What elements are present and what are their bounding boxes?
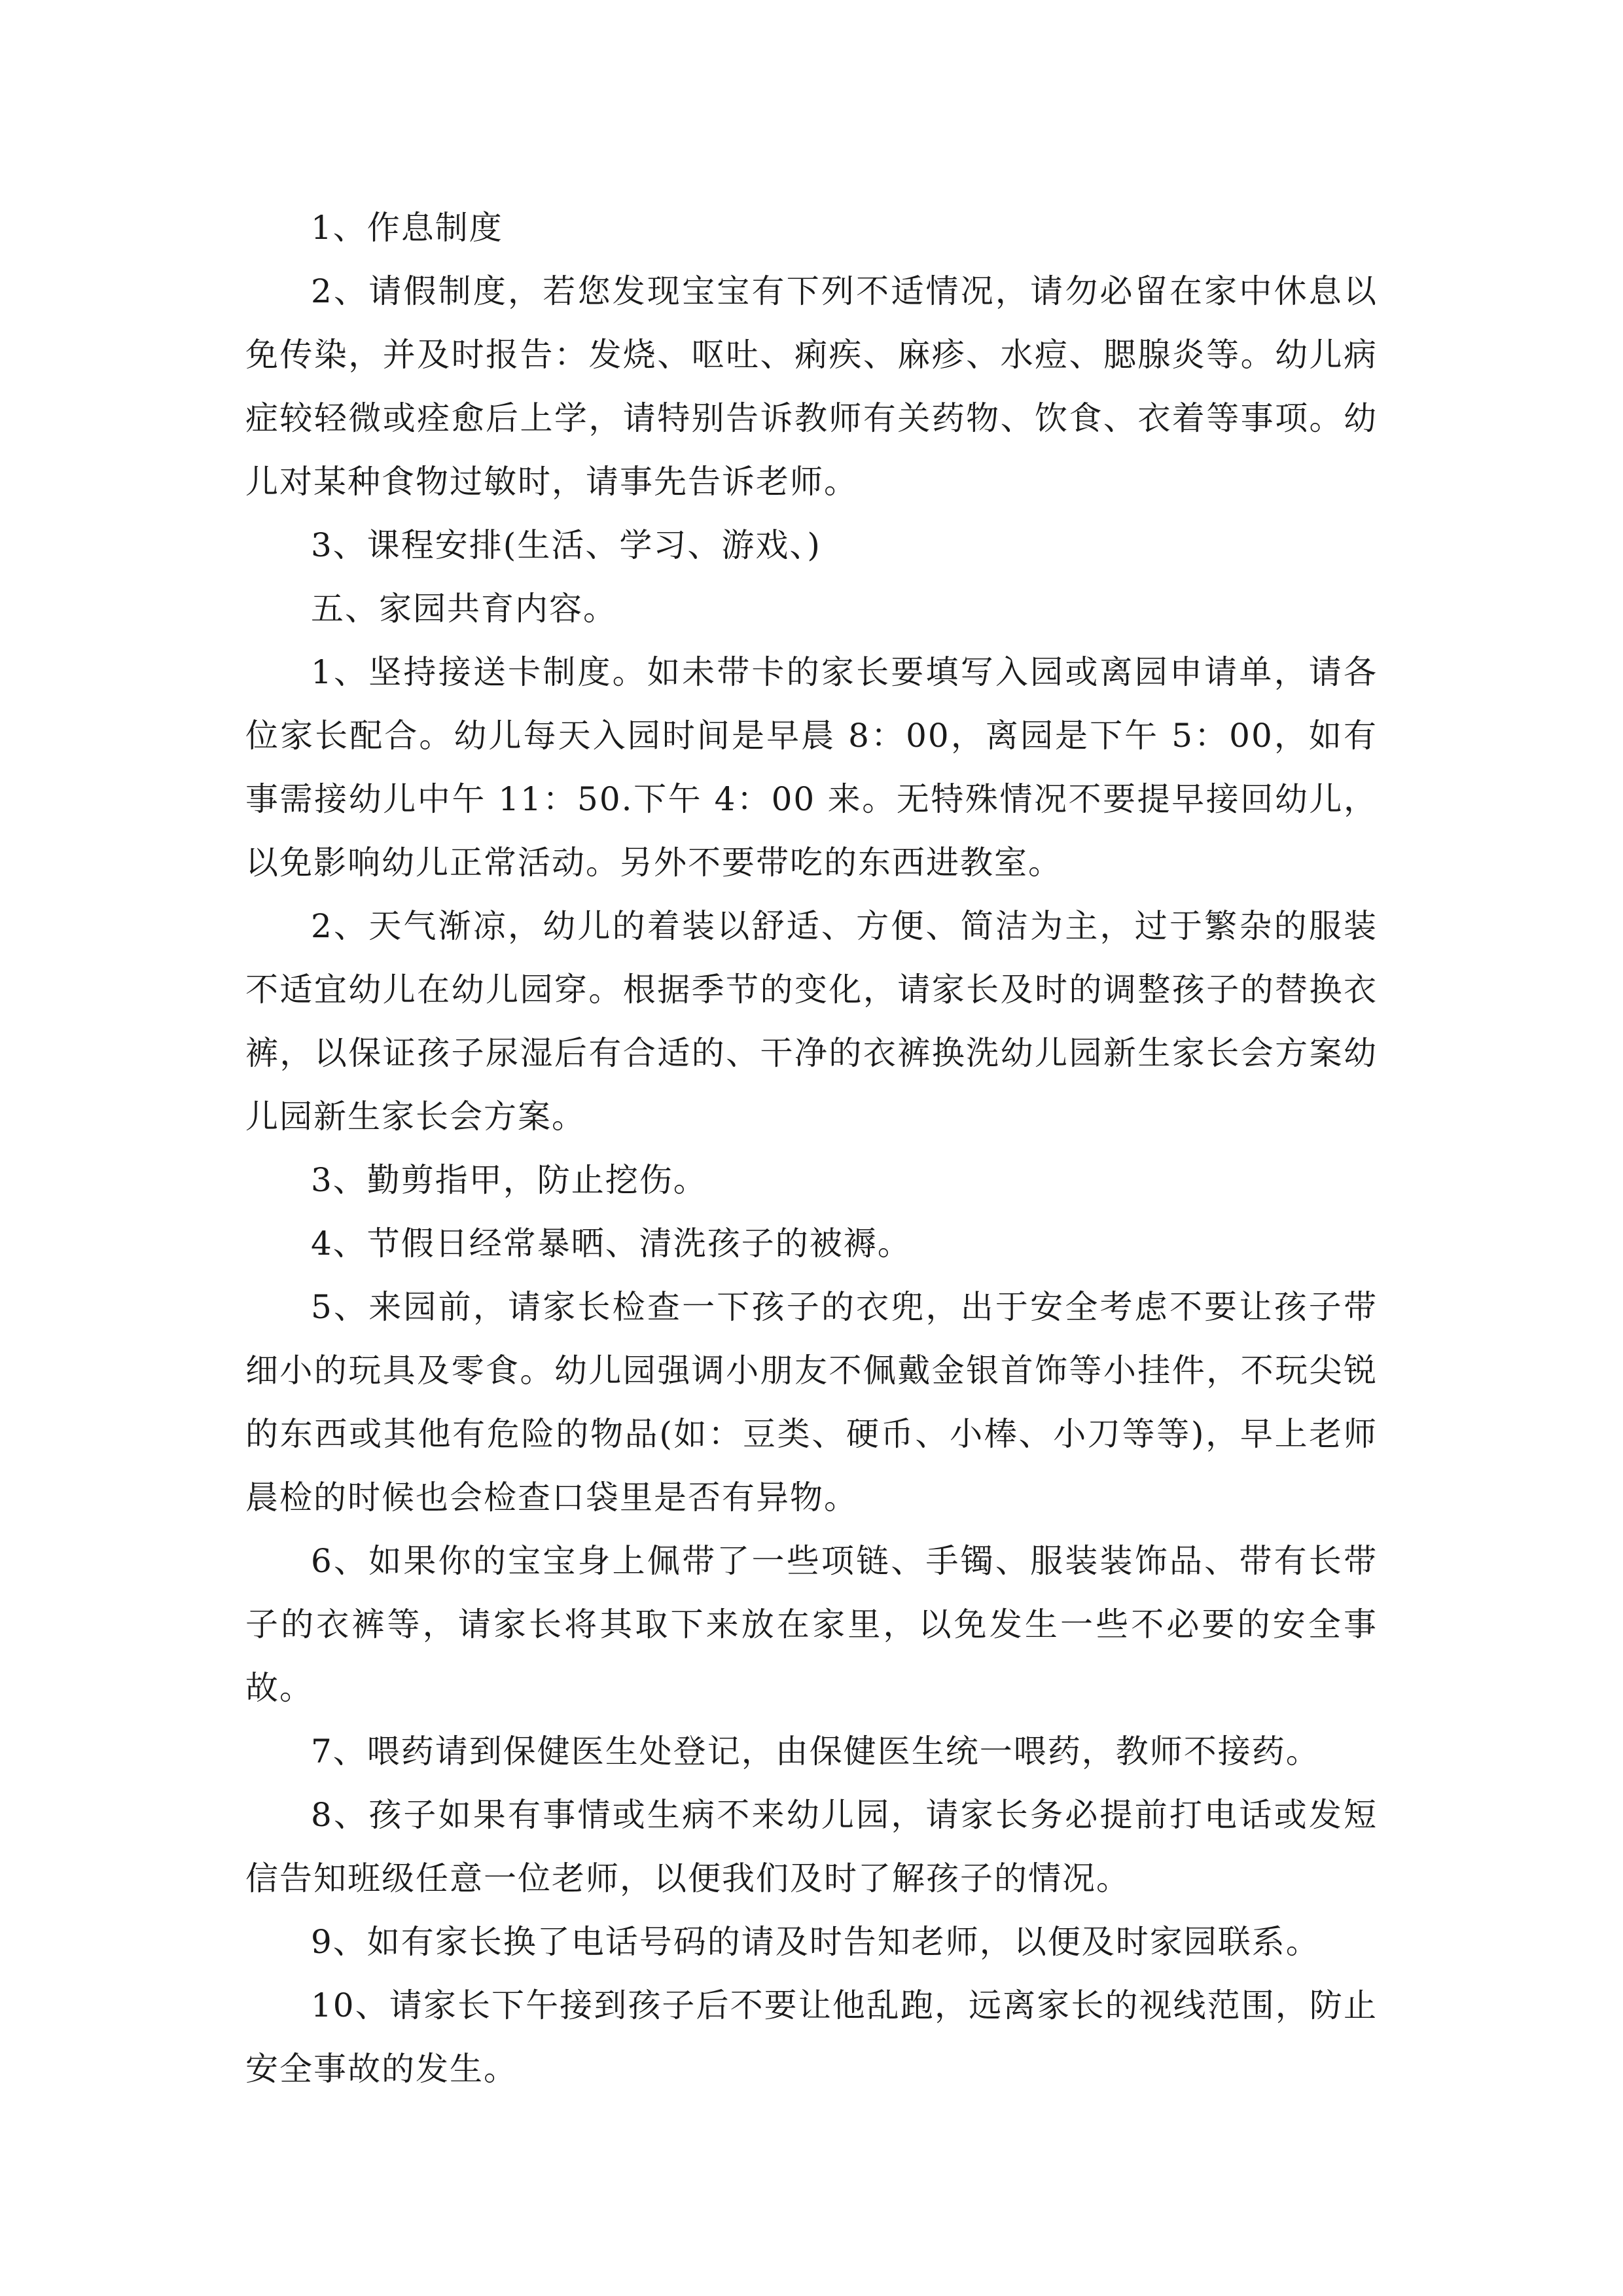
section-heading-home-school: 五、家园共育内容。 [311,590,617,628]
paragraph-pickup-card: 1、坚持接送卡制度。如未带卡的家长要填写入园或离园申请单，请各位家长配合。幼儿每天入园时间是早晨 8：00，离园是下午 5：00，如有事需接幼儿中午 11：50.下午 4：00 来。无特殊情况不要提早接回幼儿，以免影响幼儿正常活动。另外不要带吃的东西进教室。 [245,653,1378,882]
paragraph-bedding: 4、节假日经常暴晒、清洗孩子的被褥。 [311,1225,912,1263]
paragraph-schedule: 1、作息制度 [311,209,503,247]
paragraph-nails: 3、勤剪指甲，防止挖伤。 [311,1161,707,1199]
paragraph-curriculum: 3、课程安排(生活、学习、游戏、) [311,526,821,564]
paragraph-clothing: 2、天气渐凉，幼儿的着装以舒适、方便、简洁为主，过于繁杂的服装不适宜幼儿在幼儿园穿。根据季节的变化，请家长及时的调整孩子的替换衣裤，以保证孩子尿湿后有合适的、干净的衣裤换洗幼儿园新生家长会方案幼儿园新生家长会方案。 [245,907,1378,1136]
paragraph-pockets-safety: 5、来园前，请家长检查一下孩子的衣兜，出于安全考虑不要让孩子带细小的玩具及零食。幼儿园强调小朋友不佩戴金银首饰等小挂件，不玩尖锐的东西或其他有危险的物品(如：豆类、硬币、小棒、小刀等等)，早上老师晨检的时候也会检查口袋里是否有异物。 [245,1288,1378,1516]
paragraph-absence: 8、孩子如果有事情或生病不来幼儿园，请家长务必提前打电话或发短信告知班级任意一位老师，以便我们及时了解孩子的情况。 [245,1796,1378,1897]
paragraph-afternoon-pickup: 10、请家长下午接到孩子后不要让他乱跑，远离家长的视线范围，防止安全事故的发生。 [245,1986,1378,2088]
paragraph-leave-policy: 2、请假制度，若您发现宝宝有下列不适情况，请勿必留在家中休息以免传染，并及时报告：发烧、呕吐、痢疾、麻疹、水痘、腮腺炎等。幼儿病症较轻微或痊愈后上学，请特别告诉教师有关药物、饮食、衣着等事项。幼儿对某种食物过敏时，请事先告诉老师。 [245,272,1378,501]
paragraph-accessories: 6、如果你的宝宝身上佩带了一些项链、手镯、服装装饰品、带有长带子的衣裤等，请家长将其取下来放在家里，以免发生一些不必要的安全事故。 [245,1542,1378,1707]
paragraph-phone-change: 9、如有家长换了电话号码的请及时告知老师，以便及时家园联系。 [311,1923,1320,1961]
document-body [245,196,1378,2101]
paragraph-medicine: 7、喂药请到保健医生处登记，由保健医生统一喂药，教师不接药。 [311,1732,1320,1770]
